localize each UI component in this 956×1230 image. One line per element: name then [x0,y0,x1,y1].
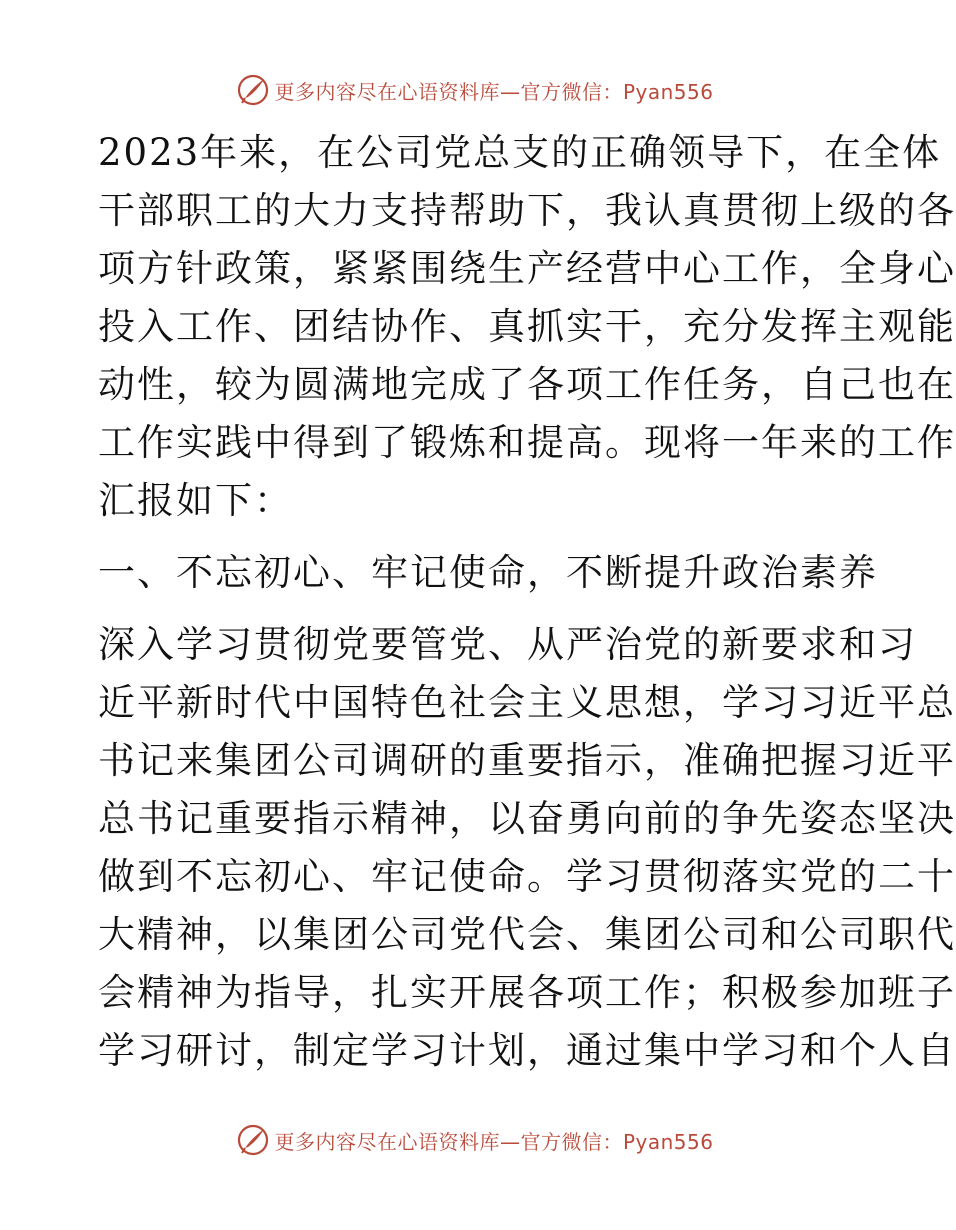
watermark-text: 更多内容尽在心语资料库—官方微信：Pyan556 [274,79,714,104]
document-body [98,124,956,1080]
text-line: 汇报如下： [98,479,293,522]
text-line: 书记来集团公司调研的重要指示，准确把握习近平 [98,739,956,782]
text-line: 2023年来，在公司党总支的正确领导下，在全体 [98,131,942,174]
text-line: 干部职工的大力支持帮助下，我认真贯彻上级的各 [98,189,956,232]
text-line: 深入学习贯彻党要管党、从严治党的新要求和习 [98,623,917,666]
watermark-text: 更多内容尽在心语资料库—官方微信：Pyan556 [274,1129,714,1154]
feather-pen-logo-icon [236,73,270,107]
feather-pen-logo-icon [236,1123,270,1157]
footer-watermark-banner [0,1118,950,1162]
text-line: 总书记重要指示精神，以奋勇向前的争先姿态坚决 [98,797,956,840]
text-line: 大精神，以集团公司党代会、集团公司和公司职代 [98,913,956,956]
section-heading [98,544,878,602]
text-line: 近平新时代中国特色社会主义思想，学习习近平总 [98,681,956,724]
text-line: 动性，较为圆满地完成了各项工作任务，自己也在 [98,363,956,406]
paragraph-study [98,616,956,1080]
text-line: 会精神为指导，扎实开展各项工作；积极参加班子 [98,971,956,1014]
paragraph-intro [98,124,956,530]
heading-line: 一、不忘初心、牢记使命，不断提升政治素养 [98,551,878,594]
text-line: 学习研讨，制定学习计划，通过集中学习和个人自 [98,1029,956,1072]
text-line: 做到不忘初心、牢记使命。学习贯彻落实党的二十 [98,855,956,898]
text-line: 项方针政策，紧紧围绕生产经营中心工作，全身心 [98,247,956,290]
text-line: 工作实践中得到了锻炼和提高。现将一年来的工作 [98,421,956,464]
text-line: 投入工作、团结协作、真抓实干，充分发挥主观能 [98,305,956,348]
header-watermark-banner [0,68,950,112]
